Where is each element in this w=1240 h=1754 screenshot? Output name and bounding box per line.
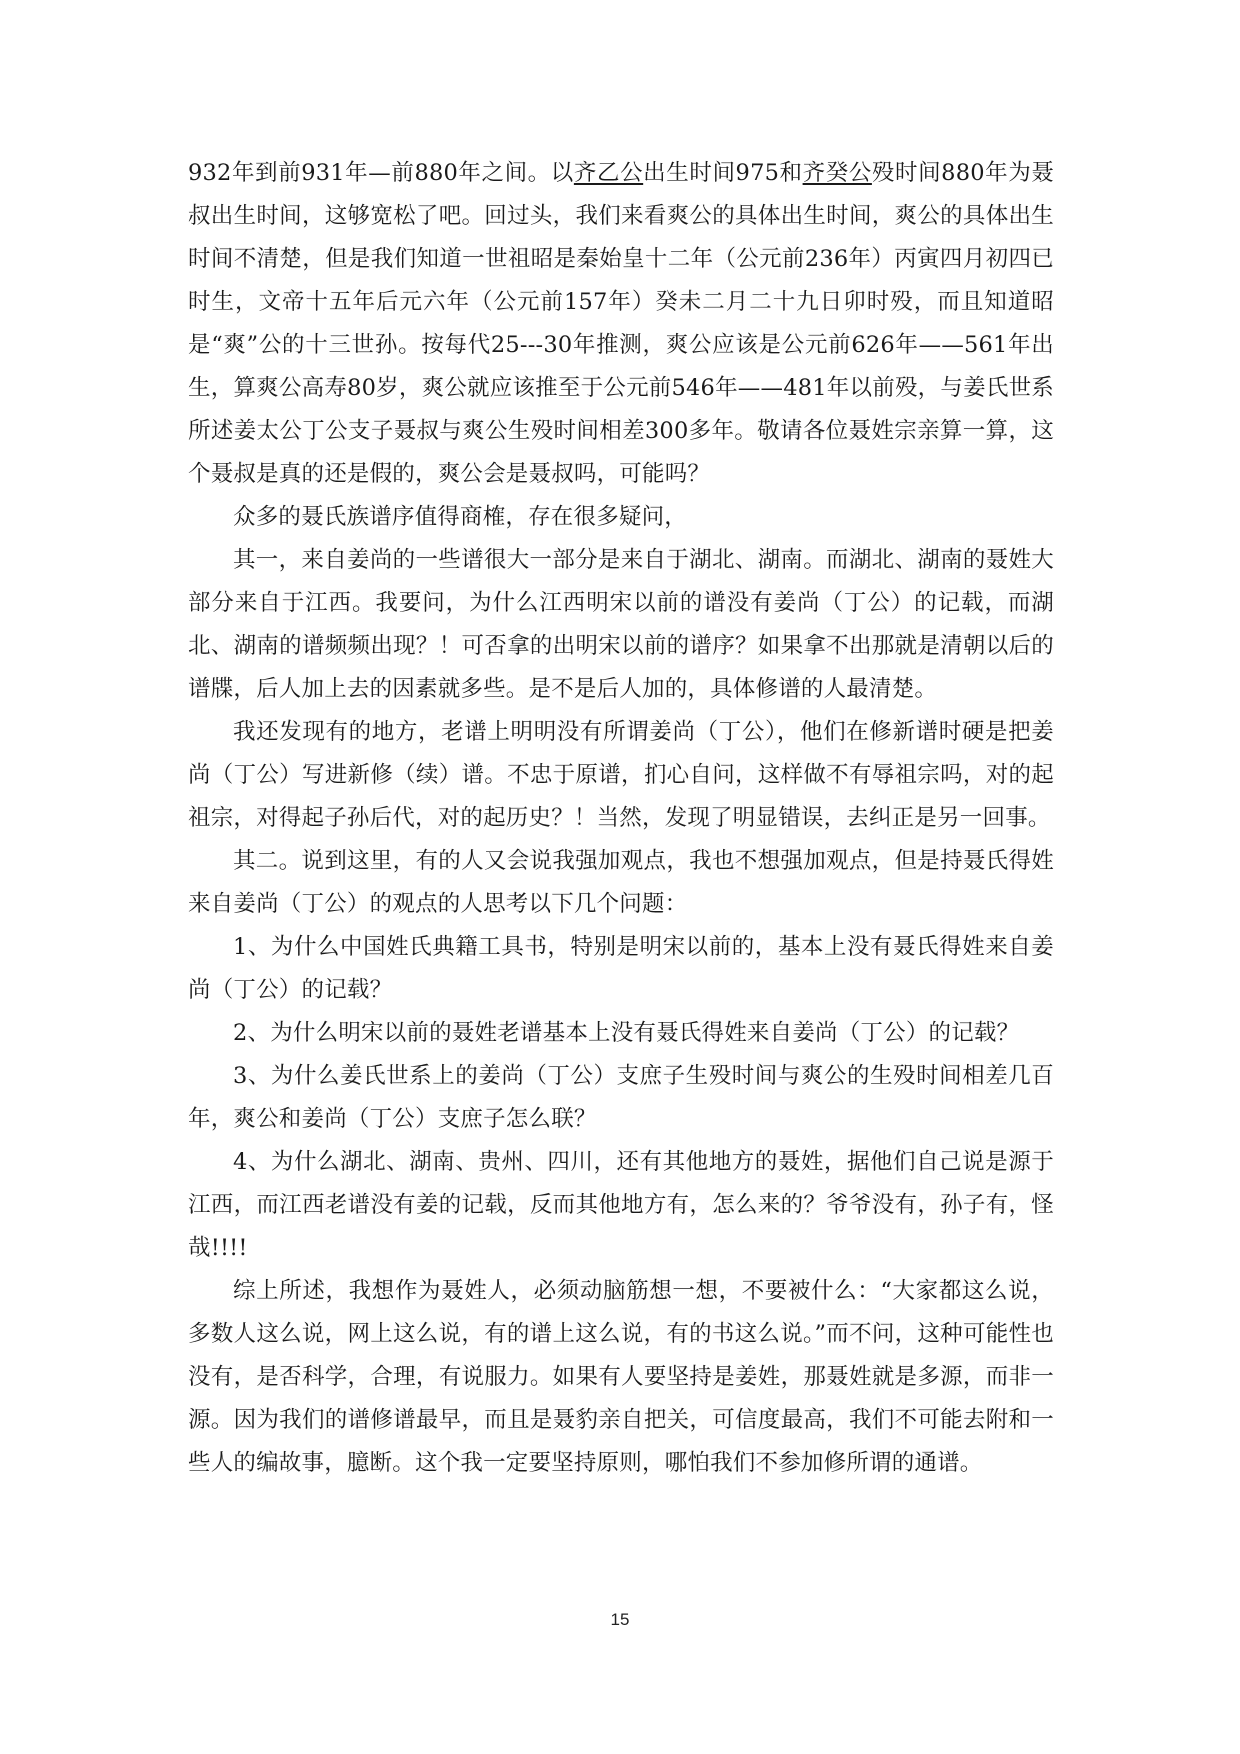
paragraph-text: 4、为什么湖北、湖南、贵州、四川，还有其他地方的聂姓，据他们自己说是源于江西，而江西老谱没有姜的记载，反而其他地方有，怎么来的？爷爷没有，孙子有，怪哉!!!! xyxy=(188,1149,1054,1261)
paragraph-text: 3、为什么姜氏世系上的姜尚（丁公）支庶子生殁时间与爽公的生殁时间相差几百年，爽公和姜尚（丁公）支庶子怎么联？ xyxy=(188,1063,1054,1132)
list-item-question-2 xyxy=(188,1012,1054,1055)
list-item-question-4 xyxy=(188,1141,1054,1270)
paragraph xyxy=(188,496,1054,539)
paragraph xyxy=(188,539,1054,711)
paragraph-text: 2、为什么明宋以前的聂姓老谱基本上没有聂氏得姓来自姜尚（丁公）的记载？ xyxy=(233,1020,1020,1046)
paragraph xyxy=(188,711,1054,840)
paragraph-text: 我还发现有的地方，老谱上明明没有所谓姜尚（丁公），他们在修新谱时硬是把姜尚（丁公）写进新修（续）谱。不忠于原谱，扪心自问，这样做不有辱祖宗吗，对的起祖宗，对得起子孙后代，对的起历史？！当然，发现了明显错误，去纠正是另一回事。 xyxy=(188,719,1054,831)
document-body xyxy=(188,152,1054,1485)
list-item-question-1 xyxy=(188,926,1054,1012)
paragraph-text: 综上所述，我想作为聂姓人，必须动脑筋想一想，不要被什么：“大家都这么说，多数人这么说，网上这么说，有的谱上这么说，有的书这么说。”而不问，这种可能性也没有，是否科学，合理，有说服力。如果有人要坚持是姜姓，那聂姓就是多源，而非一源。因为我们的谱修谱最早，而且是聂豹亲自把关，可信度最高，我们不可能去附和一些人的编故事，臆断。这个我一定要坚持原则，哪怕我们不参加修所谓的通谱。 xyxy=(188,1278,1054,1476)
paragraph xyxy=(188,152,1054,496)
underlined-name-qi-gui-gong[interactable]: 齐癸公 xyxy=(802,160,872,186)
paragraph xyxy=(188,1270,1054,1485)
page-number: 15 xyxy=(610,1610,630,1629)
paragraph-text: 1、为什么中国姓氏典籍工具书，特别是明宋以前的，基本上没有聂氏得姓来自姜尚（丁公）的记载？ xyxy=(188,934,1054,1003)
paragraph-text: 其一，来自姜尚的一些谱很大一部分是来自于湖北、湖南。而湖北、湖南的聂姓大部分来自于江西。我要问，为什么江西明宋以前的谱没有姜尚（丁公）的记载，而湖北、湖南的谱频频出现？！可否拿的出明宋以前的谱序？如果拿不出那就是清朝以后的谱牒，后人加上去的因素就多些。是不是后人加的，具体修谱的人最清楚。 xyxy=(188,547,1054,702)
paragraph-text: 其二。说到这里，有的人又会说我强加观点，我也不想强加观点，但是持聂氏得姓来自姜尚（丁公）的观点的人思考以下几个问题： xyxy=(188,848,1054,917)
paragraph-text: 出生时间975和 xyxy=(643,160,803,186)
list-item-question-3 xyxy=(188,1055,1054,1141)
underlined-name-qi-yi-gong[interactable]: 齐乙公 xyxy=(573,160,644,186)
paragraph-text: 众多的聂氏族谱序值得商榷，存在很多疑问， xyxy=(233,504,688,530)
paragraph xyxy=(188,840,1054,926)
paragraph-text: 殁时间880年为聂叔出生时间，这够宽松了吧。回过头，我们来看爽公的具体出生时间，爽公的具体出生时间不清楚，但是我们知道一世祖昭是秦始皇十二年（公元前236年）丙寅四月初四已时生，文帝十五年后元六年（公元前157年）癸未二月二十九日卯时殁，而且知道昭是“爽”公的十三世孙。按每代25---30年推测，爽公应该是公元前626年——561年出生，算爽公高寿80岁，爽公就应该推至于公元前546年——481年以前殁，与姜氏世系所述姜太公丁公支子聂叔与爽公生殁时间相差300多年。敬请各位聂姓宗亲算一算，这个聂叔是真的还是假的，爽公会是聂叔吗，可能吗？ xyxy=(188,160,1055,487)
paragraph-text: 932年到前931年—前880年之间。以 xyxy=(188,160,574,186)
